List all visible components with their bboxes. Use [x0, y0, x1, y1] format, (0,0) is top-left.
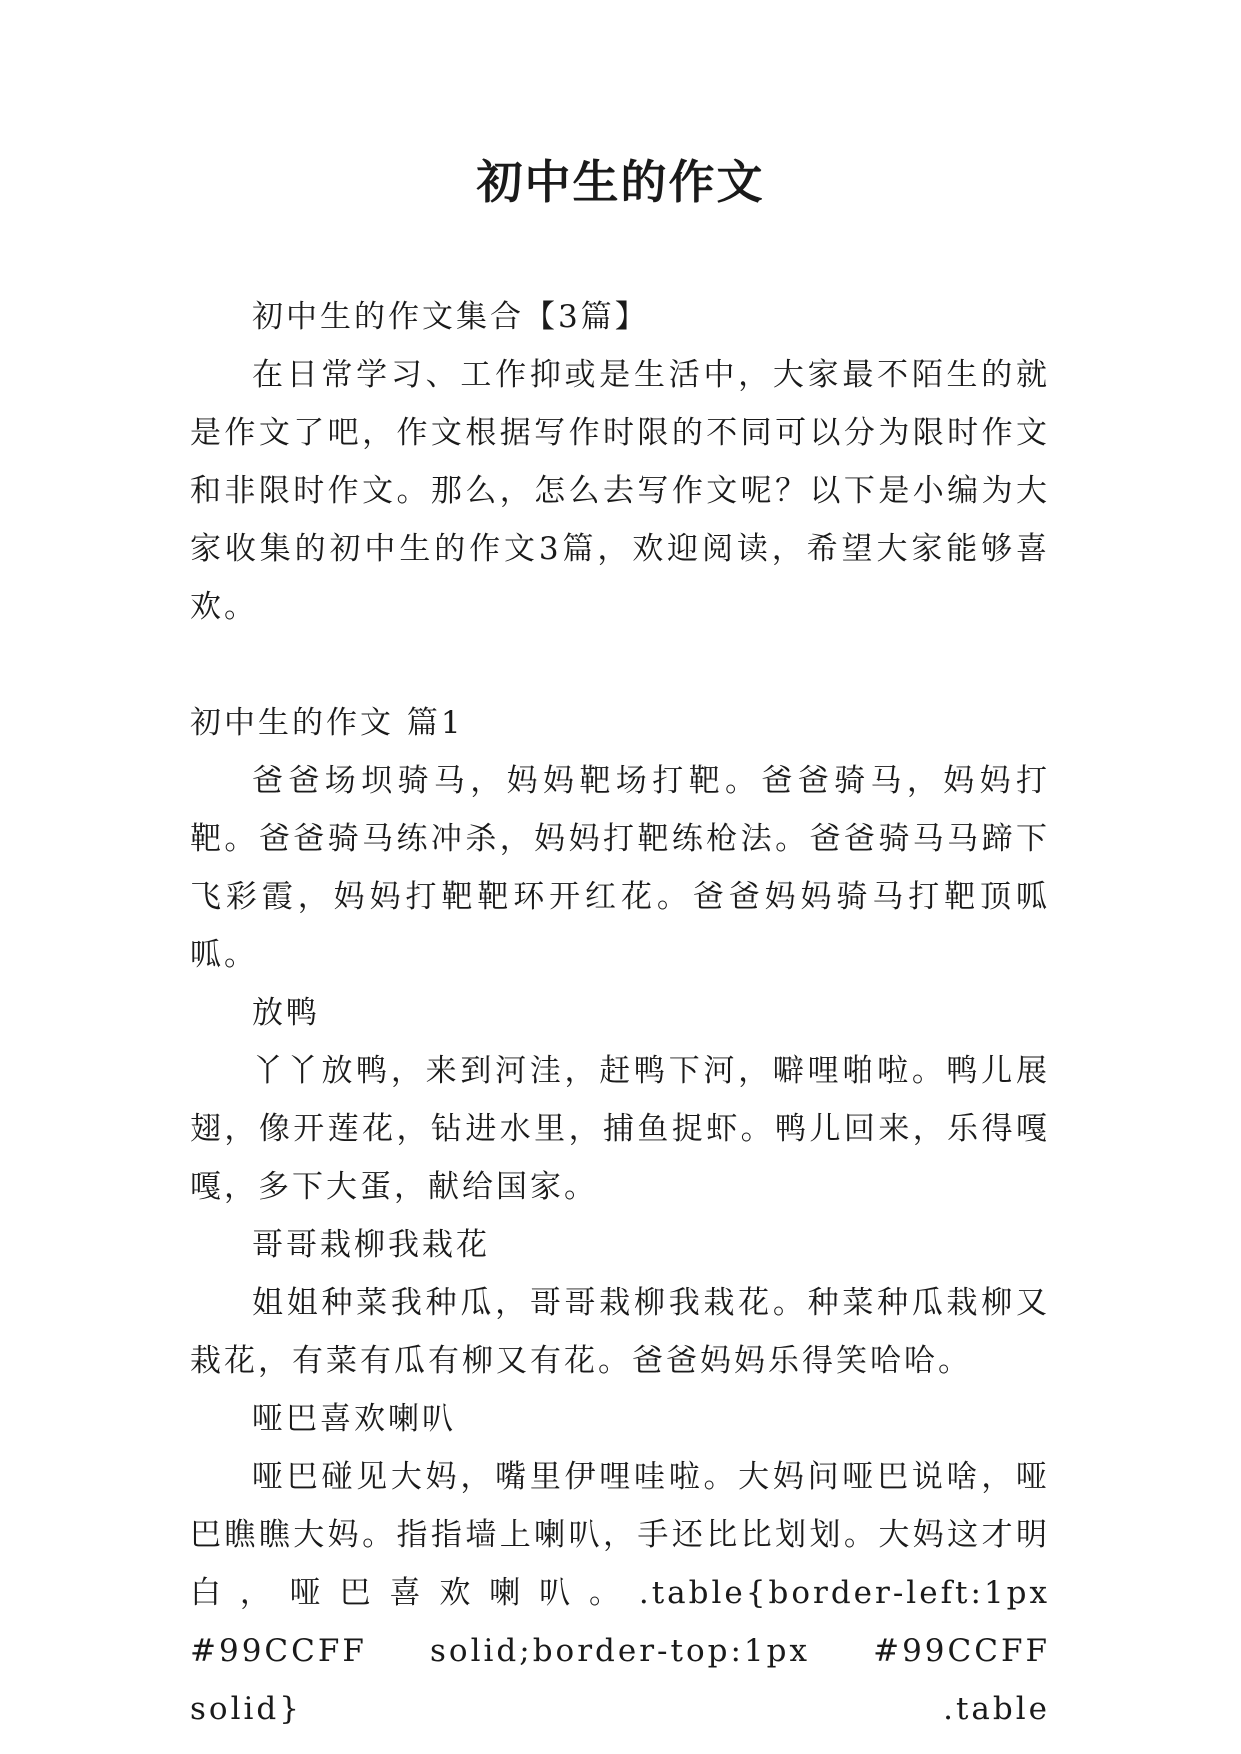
poem-paragraph: 爸爸场坝骑马，妈妈靶场打靶。爸爸骑马，妈妈打靶。爸爸骑马练冲杀，妈妈打靶练枪法。爸爸骑马马蹄下飞彩霞，妈妈打靶靶环开红花。爸爸妈妈骑马打靶顶呱呱。: [190, 763, 1050, 973]
section-spacer: [190, 636, 1050, 694]
poem-title: 放鸭: [252, 995, 320, 1031]
document-title: 初中生的作文: [476, 155, 765, 209]
poem-title: 哥哥栽柳我栽花: [252, 1227, 490, 1263]
poem-paragraph: 哑巴碰见大妈，嘴里伊哩哇啦。大妈问哑巴说啥，哑巴瞧瞧大妈。指指墙上喇叭，手还比比划划。大妈这才明白，哑巴喜欢喇叭。.table{border-left:1px #99CCFF solid;border-top:1px #99CCFF solid} .table: [190, 1459, 1050, 1727]
document-body: [190, 288, 1050, 1738]
poem-paragraph: 姐姐种菜我种瓜，哥哥栽柳我栽花。种菜种瓜栽柳又栽花，有菜有瓜有柳又有花。爸爸妈妈乐得笑哈哈。: [190, 1285, 1050, 1379]
intro-paragraph: 在日常学习、工作抑或是生活中，大家最不陌生的就是作文了吧，作文根据写作时限的不同可以分为限时作文和非限时作文。那么，怎么去写作文呢？以下是小编为大家收集的初中生的作文3篇，欢迎阅读，希望大家能够喜欢。: [190, 357, 1050, 625]
poem-title: 哑巴喜欢喇叭: [252, 1401, 456, 1437]
collection-heading: 初中生的作文集合【3篇】: [252, 299, 649, 335]
section-heading: 初中生的作文 篇1: [190, 705, 464, 741]
poem-paragraph: 丫丫放鸭，来到河洼，赶鸭下河，噼哩啪啦。鸭儿展翅，像开莲花，钻进水里，捕鱼捉虾。鸭儿回来，乐得嘎嘎，多下大蛋，献给国家。: [190, 1053, 1050, 1205]
